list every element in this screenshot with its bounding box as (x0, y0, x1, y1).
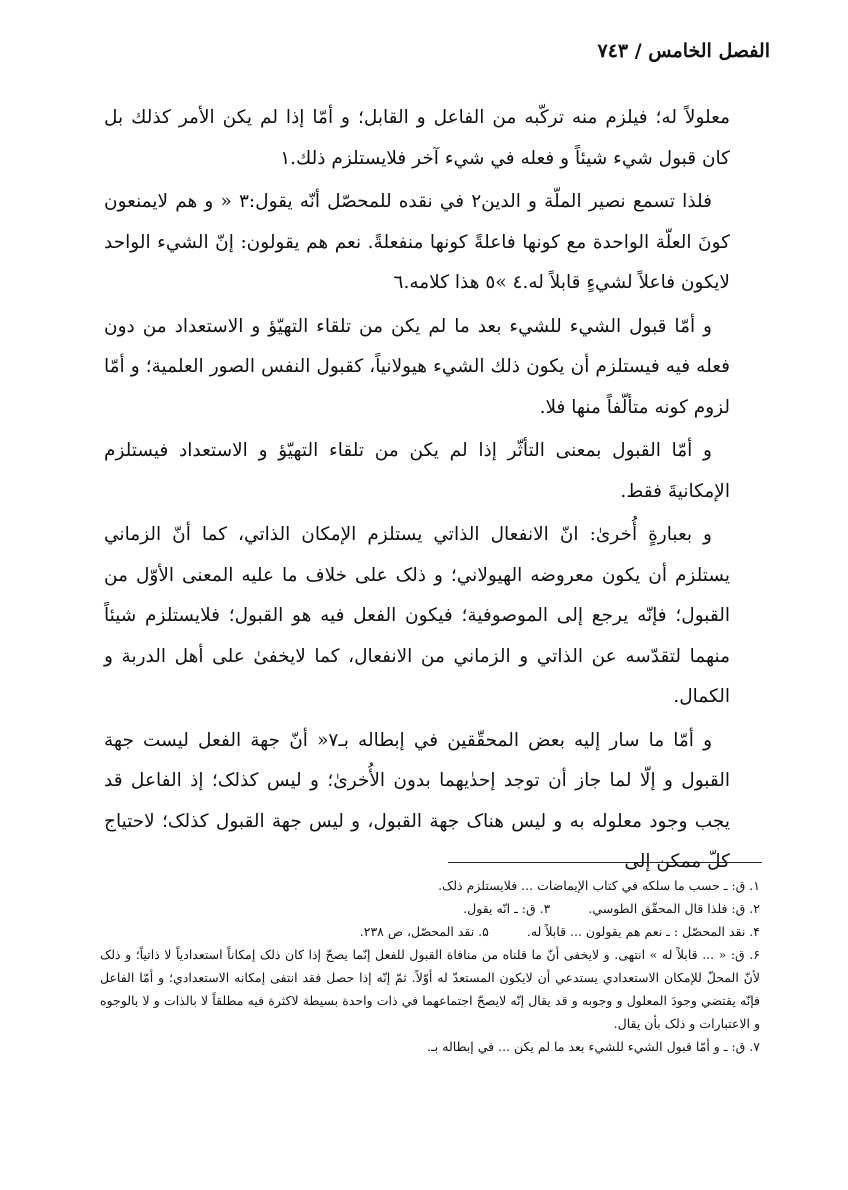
paragraph: معلولاً له؛ فيلزم منه تركّبه من الفاعل و القابل؛ و أمّا إذا لم يكن الأمر كذلك بل كان قبول شيء شيئاً و فعله في شيء آخر فلايستلزم ذلك.١ (104, 107, 730, 169)
footnote-3: ٣. ق: ـ انّه يقول. (463, 901, 551, 916)
footnote-row (100, 920, 760, 943)
footnote-7: ٧. ق: ـ و أمّا قبول الشيء للشيء بعد ما لم يكن ... في إبطاله بـ. (427, 1039, 760, 1054)
running-head: الفصل الخامس / ٧٤٣ (597, 40, 770, 62)
footnote-4: ۴. نقد المحصّل : ـ نعم هم يقولون ... قابلاً له. (526, 924, 760, 939)
footnote-1: ١. ق: ـ حسب ما سلكه في كتاب الإيماضات ... فلايستلزم ذلک. (438, 878, 760, 893)
paragraph: فلذا تسمع نصير الملّة و الدين٢ في نقده للمحصّل أنّه يقول:٣ « و هم لايمنعون كونَ العلّة الواحدة مع كونها فاعلةً كونها منفعلةً. نعم هم يقولون: إنّ الشيء الواحد لايكون فاعلاً لشيءٍ قابلاً له.٤ »٥ هذا كلامه.٦ (104, 191, 730, 293)
paragraph: و أمّا قبول الشيء للشيء بعد ما لم يكن من تلقاء التهيّؤ و الاستعداد من دون فعله فيه فيستلزم أن يكون ذلك الشيء هيولانياً، كقبول النفس الصور العلمية؛ و أمّا لزوم كونه متألّفاً منها فلا. (104, 315, 730, 418)
paragraph: و بعبارةٍ أُخرىٰ: انّ الانفعال الذاتي يستلزم الإمكان الذاتي، كما أنّ الزماني يستلزم أن يكون معروضه الهيولاني؛ و ذلک علی خلاف ما عليه المعنی الأوّل من القبول؛ فإنّه يرجع إلی الموصوفية؛ فيكون الفعل فيه هو القبول؛ فلايستلزم شيئاً منهما لتقدّسه عن الذاتي و الزماني من الانفعال، كما لايخفیٰ علی أهل الدربة و الكمال. (104, 524, 730, 707)
footnote-row (100, 897, 760, 920)
paragraph: و أمّا القبول بمعنى التأثّر إذا لم يكن من تلقاء التهيّؤ و الاستعداد فيستلزم الإمكانيةَ فقط. (104, 440, 730, 502)
footnote-5: ۵. نقد المحصّل، ص ٢٣٨. (359, 924, 489, 939)
footnotes (100, 874, 760, 1058)
footnote-6: ۶. ق: « ... قابلاً له » انتهى. و لايخفى أنّ ما قلناه من منافاة القبول للفعل إنّما يصحّ إذا كان ذلک إمكاناً استعدادياً لا ذاتياً؛ و ذلک لأنّ المحلّ للإمكان الاستعدادي يستدعي أن لايكون المستعدّ له أوّلاً. ثمّ إنّه إذا حصل فقد انتفى إمكانه الاستعدادي؛ و أمّا الفاعل فإنّه يقتضي وجودَ المعلول و وجوبه و قد يقال إنّه لايصحّ اجتماعهما في ذات واحدة بسيطة لاكثرة فيه مطلقاً لا بالذات و لا بالوجوه و الاعتبارات و ذلک بأن يقال. (100, 947, 760, 1031)
footnote-separator (448, 862, 762, 863)
main-text (104, 98, 730, 886)
footnote-2: ٢. ق: فلذا قال المحقّق الطوسي. (588, 901, 760, 916)
paragraph: و أمّا ما سار إليه بعض المحقّقين في إبطاله بـ٧« أنّ جهة الفعل ليست جهة القبول و إلّا لما جاز أن توجد إحدٰيهما بدون الأُخرىٰ؛ و ليس كذلک؛ إذ الفاعل قد يجب وجود معلوله به و ليس هناک جهة القبول، و ليس جهة القبول كذلک؛ لاحتياج كلّ ممكن إلی (104, 729, 730, 872)
